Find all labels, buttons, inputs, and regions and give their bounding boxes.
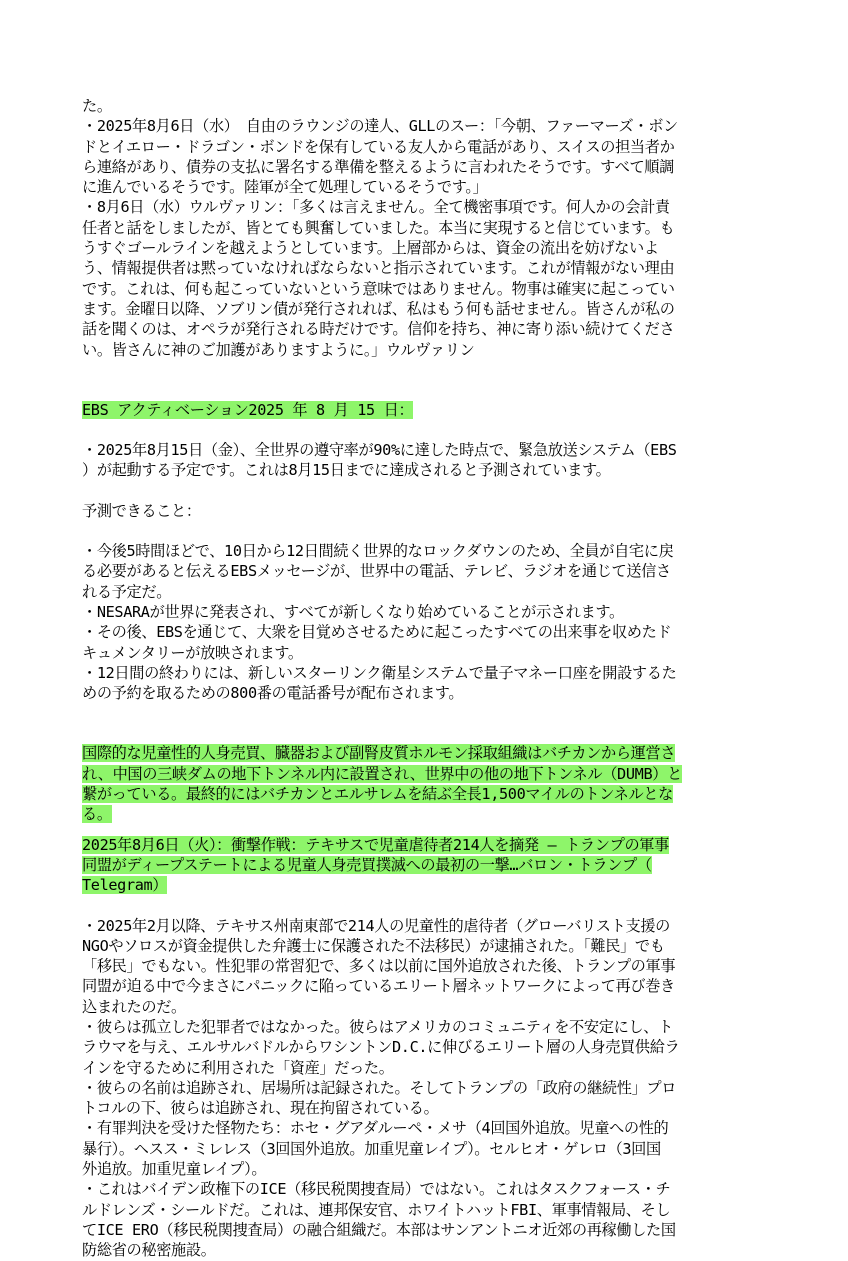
text-line: 防総省の秘密施設。 <box>82 1241 216 1260</box>
text-line: 話を聞くのは、オペラが発行される時だけです。信仰を持ち、神に寄り添い続けてくださ <box>82 320 675 339</box>
text-line: です。これは、何も起こっていないという意味ではありません。物事は確実に起こってい <box>82 279 675 298</box>
text-line: ・2025年8月15日（金）、全世界の遵守率が90%に達した時点で、緊急放送システム（EBS <box>82 441 677 460</box>
text-line: ・これはバイデン政権下のICE（移民税関捜査局）ではない。これはタスクフォース・チ <box>82 1180 671 1199</box>
highlighted-line: れ、中国の三峡ダムの地下トンネル内に設置され、世界中の他の地下トンネル（DUMB）と <box>82 764 682 783</box>
texas-heading-line: 2025年8月6日（火）：衝撃作戦：テキサスで児童虐待者214人を摘発 ― トランプの軍事 <box>82 835 669 854</box>
highlighted-line: 繋がっている。最終的にはバチカンとエルサレムを結ぶ全長1,500マイルのトンネルとな <box>82 785 673 804</box>
text-line: ・有罪判決を受けた怪物たち：ホセ・グアダルーペ・メサ（4回国外追放。児童への性的 <box>82 1119 669 1138</box>
text-line: い。皆さんに神のご加護がありますように。」ウルヴァリン <box>82 340 475 359</box>
spacer <box>82 896 782 916</box>
text-line: うすぐゴールラインを越えようとしています。上層部からは、資金の流出を妨げないよ <box>82 239 659 258</box>
texas-heading-line: Telegram） <box>82 876 168 895</box>
vatican-section <box>82 743 782 824</box>
text-line: ルドレンズ・シールドだ。これは、連邦保安官、ホワイトハットFBI、軍事情報局、そし <box>82 1200 671 1219</box>
intro-section <box>82 96 782 360</box>
ebs-heading: EBS アクティベーション2025 年 8 月 15 日： <box>82 400 414 419</box>
ebs-section <box>82 400 782 704</box>
text-line: ます。金曜日以降、ソブリン債が発行されれば、私はもう何も話せません。皆さんが私の <box>82 299 675 318</box>
text-line: ・2025年2月以降、テキサス州南東部で214人の児童性的虐待者（グローバリスト支援の <box>82 916 670 935</box>
spacer <box>82 703 782 743</box>
text-line: 暴行）。ヘスス・ミレレス（3回国外追放。加重児童レイプ）。セルヒオ・ゲレロ（3回国 <box>82 1139 661 1158</box>
text-line: ・今後5時間ほどで、10日から12日間続く世界的なロックダウンのため、全員が自宅に戻 <box>82 542 674 561</box>
spacer <box>82 360 782 400</box>
text-line: う、情報提供者は黙っていなければならないと指示されています。これが情報がない理由 <box>82 259 675 278</box>
text-line: ・2025年8月6日（水） 自由のラウンジの達人、GLLのスー：「今朝、ファーマーズ・ボン <box>82 117 678 136</box>
text-line: ラウマを与え、エルサルバドルからワシントンD.C.に伸びるエリート層の人身売買供給ラ <box>82 1038 680 1057</box>
spacer <box>82 521 782 541</box>
text-line: ）が起動する予定です。これは8月15日までに達成されると予測されています。 <box>82 461 611 480</box>
text-line: れる予定だ。 <box>82 582 172 601</box>
text-line: めの予約を取るための800番の電話番号が配布されます。 <box>82 684 464 703</box>
text-line: 同盟が迫る中で今まさにパニックに陥っているエリート層ネットワークによって再び巻き <box>82 977 675 996</box>
texas-heading-line: 同盟がディープステートによる児童人身売買撲滅への最初の一撃…バロン・トランプ（ <box>82 855 652 874</box>
text-line: 「移民」でもない。性犯罪の常習犯で、多くは以前に国外追放された後、トランプの軍事 <box>82 957 676 976</box>
spacer <box>82 825 782 835</box>
text-line: インを守るために利用された「資産」だった。 <box>82 1058 394 1077</box>
text-line: ら連絡があり、債券の支払に署名する準備を整えるように言われたそうです。すべて順調 <box>82 157 674 176</box>
text-line: に進んでいるそうです。陸軍が全て処理しているそうです。」 <box>82 178 488 197</box>
highlighted-line: 国際的な児童性的人身売買、臓器および副腎皮質ホルモン採取組織はバチカンから運営さ <box>82 744 676 763</box>
texas-section <box>82 835 782 1261</box>
highlighted-line: る。 <box>82 805 112 824</box>
text-line: キュメンタリーが放映されます。 <box>82 643 303 662</box>
text-line: トコルの下、彼らは追跡され、現在拘留されている。 <box>82 1099 439 1118</box>
text-line: 込まれたのだ。 <box>82 997 186 1016</box>
text-line: た。 <box>82 97 112 115</box>
text-line: ・その後、EBSを通じて、大衆を目覚めさせるために起こったすべての出来事を収めたド <box>82 623 672 642</box>
text-line: ・8月6日（水）ウルヴァリン：「多くは言えません。全て機密事項です。何人かの会計責 <box>82 198 670 217</box>
text-line: てICE ERO（移民税関捜査局）の融合組織だ。本部はサンアントニオ近郊の再稼働した国 <box>82 1220 676 1239</box>
text-line: る必要があると伝えるEBSメッセージが、世界中の電話、テレビ、ラジオを通じて送信さ <box>82 562 671 581</box>
text-line: ・NESARAが世界に発表され、すべてが新しくなり始めていることが示されます。 <box>82 602 624 621</box>
spacer <box>82 420 782 440</box>
text-line: ドとイエロー・ドラゴン・ボンドを保有している友人から電話があり、スイスの担当者か <box>82 137 675 156</box>
text-line: 任者と話をしましたが、皆とても興奮していました。本当に実現すると信じています。も <box>82 218 675 237</box>
predictions-subheading: 予測できること： <box>82 501 201 520</box>
text-line: ・12日間の終わりには、新しいスターリンク衛星システムで量子マネー口座を開設するた <box>82 663 677 682</box>
text-line: ・彼らの名前は追跡され、居場所は記録された。そしてトランプの「政府の継続性」プロ <box>82 1078 677 1097</box>
text-line: ・彼らは孤立した犯罪者ではなかった。彼らはアメリカのコミュニティを不安定にし、ト <box>82 1017 673 1036</box>
text-line: 外追放。加重児童レイプ）。 <box>82 1160 267 1179</box>
spacer <box>82 481 782 501</box>
text-line: NGOやソロスが資金提供した弁護士に保護された不法移民）が逮捕された。「難民」でも <box>82 936 665 955</box>
